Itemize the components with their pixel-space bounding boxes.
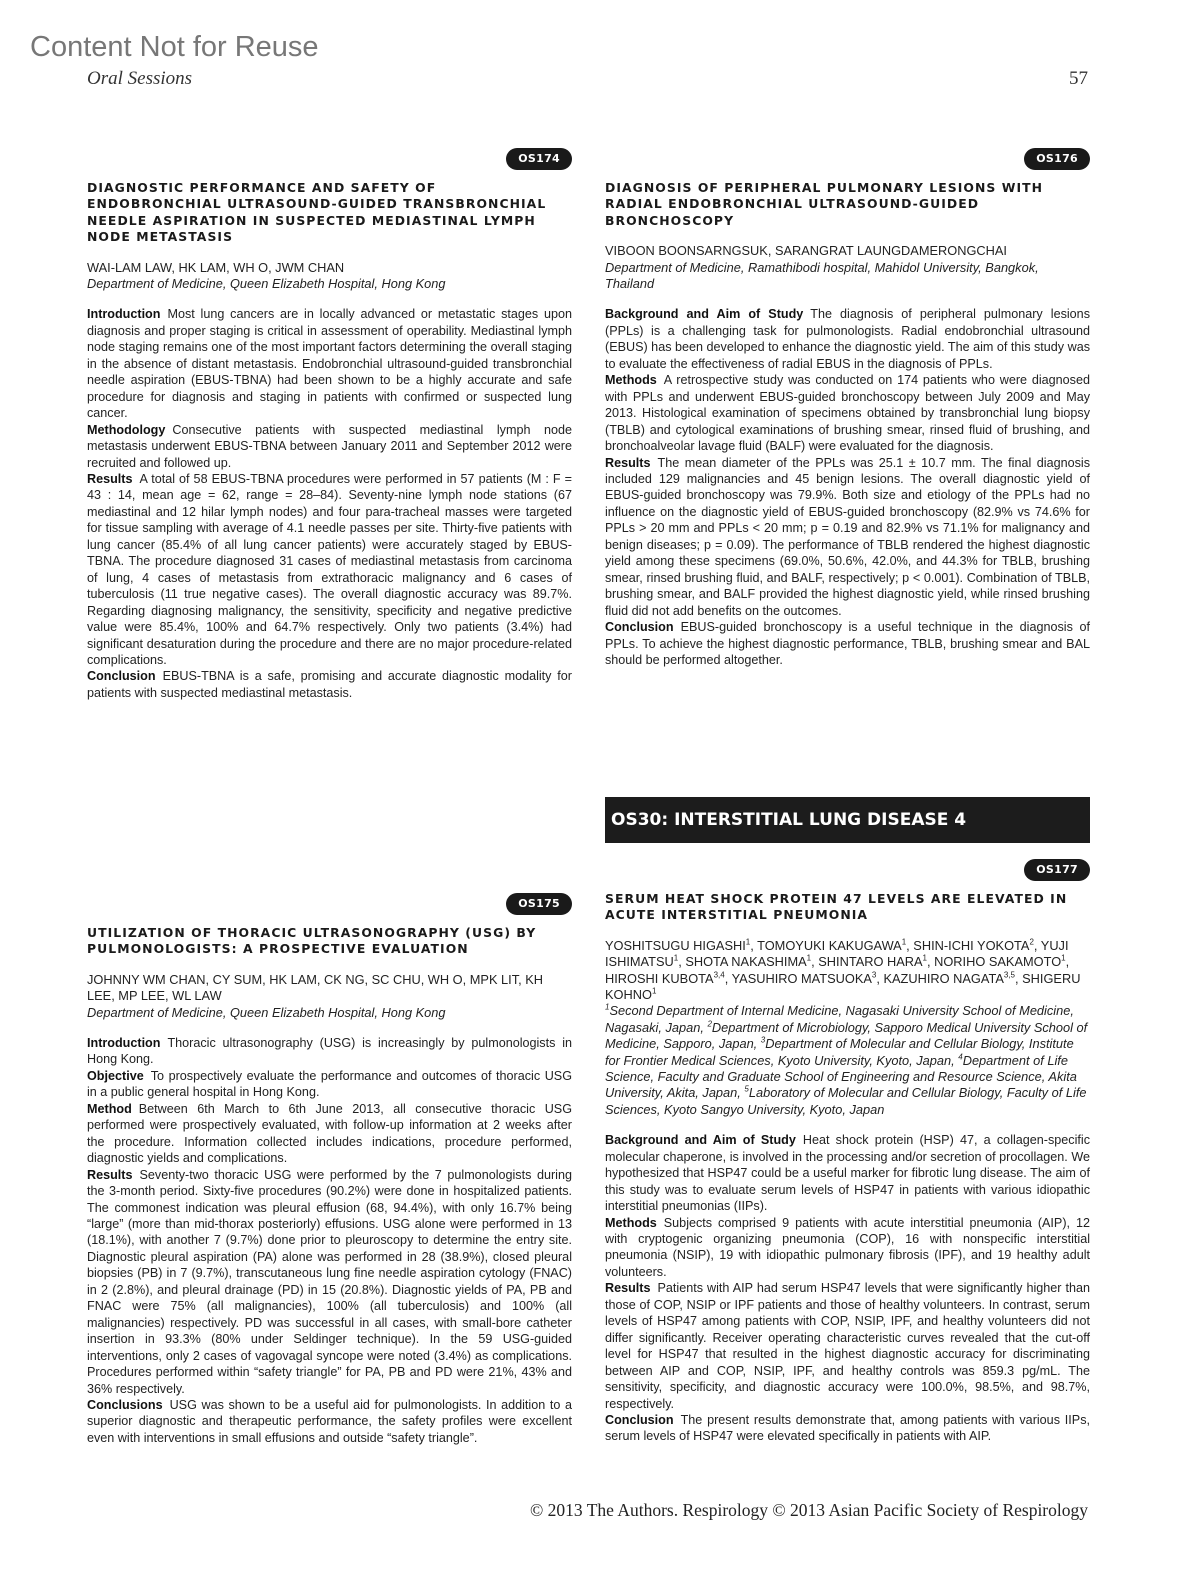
author-name: SHIN-ICHI YOKOTA — [913, 937, 1030, 953]
section-text: Heat shock protein (HSP) 47, a collagen-specific molecular chaperone, is involved in the processing and/or secretion of procollagen. We hypothesized that HSP47 could be a useful marker for fibrotic lung disease. The aim of this study was to evaluate serum levels of HSP47 in patients with various idiopathic interstitial pneumonias (IIPs). — [605, 1133, 1090, 1214]
section-heading: Methodology — [87, 422, 166, 437]
abstract-section — [605, 1132, 1090, 1214]
section-heading: Results — [605, 455, 651, 470]
affiliation-marker: 5 — [744, 1085, 749, 1095]
abstract-section — [87, 471, 572, 668]
author-affiliation-marker: 1 — [745, 937, 751, 947]
section-text: The mean diameter of the PPLs was 25.1 ± 10.7 mm. The final diagnosis included 129 malignancies and 45 benign lesions. The overall diagnostic yield of EBUS-guided bronchoscopy was 79.9%. Both size and etiology of the PPLs had no influence on the diagnostic yield of EBUS-guided bronchoscopy (82.9% vs 74.6% for PPLs > 20 mm and PPLs < 20 mm; p = 0.19 and 82.9% vs 71.1% for malignancy and benign diseases; p = 0.09). The performance of TBLB rendered the highest diagnostic yield among these specimens (69.0%, 50.6%, 42.0%, and 44.3% for TBLB, brushing smear, rinsed brushing fluid, and BALF, respectively; p < 0.001). Combination of TBLB, brushing smear, and BALF provided the highest diagnostic yield, while rinsed brushing fluid did not add benefits on the outcomes. — [605, 455, 1090, 618]
section-text: A retrospective study was conducted on 174 patients who were diagnosed with PPLs and underwent EBUS-guided bronchoscopy between July 2009 and May 2013. Histological examination of specimens obtained by transbronchial lung biopsy (TBLB) and cytological examinations of brushing smear, rinsed fluid of brushing, and bronchoalveolar lavage fluid (BALF) were evaluated for the diagnosis. — [605, 373, 1090, 454]
abstract-title: SERUM HEAT SHOCK PROTEIN 47 LEVELS ARE ELEVATED IN ACUTE INTERSTITIAL PNEUMONIA — [605, 891, 1068, 923]
abstract-section — [605, 1280, 1090, 1412]
author-affiliation-marker: 3,5 — [1003, 970, 1015, 980]
section-text: Subjects comprised 9 patients with acute interstitial pneumonia (AIP), 12 with cryptogenic organizing pneumonia (COP), 16 with nonspecific interstitial pneumonia (NSIP), 19 with idiopathic pulmonary fibrosis (IPF), and 19 healthy adult volunteers. — [605, 1215, 1090, 1279]
section-text: Between 6th March to 6th June 2013, all consecutive thoracic USG performed were prospectively evaluated, with follow-up information at 2 weeks after the procedure. Information collected includes indications, procedure performed, diagnostic yields and complications. — [87, 1101, 572, 1166]
affiliation-text: Second Department of Internal Medicine, Nagasaki University School of Medicine, Nagasaki, Japan, — [605, 1003, 1074, 1035]
section-text: Thoracic ultrasonography (USG) is increasingly by pulmonologists in Hong Kong. — [87, 1036, 572, 1067]
abstract-section — [87, 1101, 572, 1167]
section-heading: Background and Aim of Study — [605, 1133, 796, 1148]
section-heading: Introduction — [87, 1036, 161, 1051]
abstract-authors: WAI-LAM LAW, HK LAM, WH O, JWM CHAN — [87, 259, 345, 275]
section-banner: OS30: INTERSTITIAL LUNG DISEASE 4 — [605, 797, 1090, 843]
affiliation-marker: 2 — [707, 1019, 712, 1029]
author-affiliation-marker: 1 — [651, 986, 657, 996]
author-affiliation-marker: 1 — [806, 953, 812, 963]
affiliation-marker: 3 — [760, 1035, 766, 1045]
abstract-authors: JOHNNY WM CHAN, CY SUM, HK LAM, CK NG, SC CHU, WH O, MPK LIT, KH LEE, MP LEE, WL LAW — [87, 971, 543, 1004]
section-heading: Results — [605, 1281, 651, 1296]
author-name: HIROSHI KUBOTA — [605, 970, 714, 986]
abstract-section — [605, 1215, 1090, 1281]
page-number: 57 — [1069, 68, 1088, 89]
section-heading: Conclusion — [605, 620, 674, 635]
abstract-section — [605, 619, 1090, 668]
abstract-title: DIAGNOSIS OF PERIPHERAL PULMONARY LESIONS WITH RADIAL ENDOBRONCHIAL ULTRASOUND-GUIDED BRONCHOSCOPY — [605, 180, 1044, 228]
abstract-affiliation — [605, 1003, 1090, 1118]
section-heading: Methods — [605, 1215, 657, 1230]
section-heading: Method — [87, 1101, 132, 1116]
abstract-os174 — [87, 148, 572, 701]
section-text: Most lung cancers are in locally advanced or metastatic stages upon diagnosis and proper staging is critical in assessment of operability. Mediastinal lymph node staging remains one of the most important factors determining the overall staging in the absence of distant metastasis. Endobronchial ultrasound-guided transbronchial needle aspiration (EBUS-TBNA) had been shown to be a highly accurate and safe procedure for diagnosis and staging in patients with confirmed or suspected lung cancer. — [87, 307, 572, 421]
abstract-section — [87, 1068, 572, 1101]
section-text: The present results demonstrate that, among patients with various IIPs, serum levels of HSP47 were elevated specifically in patients with AIP. — [605, 1412, 1090, 1444]
affiliation-text: Department of Life Science, Faculty and Graduate School of Engineering and Resource Science, Akita University, Akita, Japan, — [605, 1052, 1077, 1101]
section-text: USG was shown to be a useful aid for pulmonologists. In addition to a superior diagnostic and therapeutic performance, the safety profiles were excellent even with interventions in small effusions and outside “safety triangle”. — [87, 1398, 572, 1445]
section-text: Consecutive patients with suspected mediastinal lymph node metastasis underwent EBUS-TBNA between January 2011 and September 2012 were recruited and followed up. — [87, 422, 572, 470]
abstract-section — [605, 455, 1090, 620]
section-heading: Results — [87, 471, 133, 486]
affiliation-text: Laboratory of Molecular and Cellular Biology, Faculty of Life Sciences, Kyoto Sangyo University, Kyoto, Japan — [605, 1085, 1087, 1117]
section-heading: Methods — [605, 373, 657, 388]
section-text: Seventy-two thoracic USG were performed by the 7 pulmonologists during the 3-month period. Sixty-five procedures (90.2%) were done in hospitalized patients. The commonest indication was pleural effusion (68, 94.4%), with only 16.7% being “large” (more than mid-thorax posteriorly) effusions. USG alone were performed in 13 (18.1%), with another 7 (9.7%) done prior to pleuroscopy to determine the entry site. Diagnostic pleural aspiration (PA) alone was performed in 28 (38.9%), closed pleural biopsies (PB) in 7 (9.7%), transcutaneous lung fine needle aspiration cytology (FNAC) in 2 (2.8%), and pleural drainage (PD) in 15 (20.8%). Diagnostic yields of PA, PB and FNAC were 75% (all malignancies), 100% (all tuberculosis) and 100% (all malignancies) respectively. PD was successful in all cases, with small-bore catheter insertion in 93.3% (80% under Seldinger technique). In the 59 USG-guided interventions, only 2 cases of vagovagal syncope were noted (3.4%) as complications. Procedures performed within “safety triangle” for PA, PB and PD were 21%, 43% and 36% respectively. — [87, 1167, 572, 1396]
section-heading: Objective — [87, 1068, 144, 1083]
author-affiliation-marker: 2 — [1029, 937, 1034, 947]
author-affiliation-marker: 3,4 — [713, 970, 725, 980]
abstract-section — [87, 1167, 572, 1397]
author-name: TOMOYUKI KAKUGAWA — [757, 937, 902, 953]
section-heading: Results — [87, 1167, 133, 1182]
author-name: YASUHIRO MATSUOKA — [731, 970, 872, 986]
section-text: The diagnosis of peripheral pulmonary lesions (PPLs) is a challenging task for pulmonologists. Radial endobronchial ultrasound (EBUS) has been developed to enhance the diagnostic yield. The aim of this study was to evaluate the effectiveness of radial EBUS in the diagnosis of PPLs. — [605, 307, 1090, 371]
section-heading: Background and Aim of Study — [605, 307, 804, 322]
abstract-os175 — [87, 893, 572, 1446]
abstract-badge: OS176 — [1024, 148, 1090, 170]
section-heading: Introduction — [87, 307, 161, 322]
abstract-affiliation: Department of Medicine, Queen Elizabeth Hospital, Hong Kong — [87, 276, 446, 292]
author-name: SHOTA NAKASHIMA — [685, 954, 807, 970]
author-name: YUJI ISHIMATSU — [605, 937, 1069, 970]
author-affiliation-marker: 1 — [922, 953, 927, 963]
section-text: A total of 58 EBUS-TBNA procedures were performed in 57 patients (M : F = 43 : 14, mean age = 62, range = 28–84). Seventy-nine lymph node stations (67 mediastinal and 12 hilar lymph nodes) and four para-tracheal masses were targeted for tissue sampling with average of 4.1 needle passes per site. Thirty-five patients with lung cancer (85.4% of all lung cancer patients) were accurately staged by EBUS-TBNA. The procedure diagnosed 31 cases of mediastinal metastasis from carcinoma of lung, 4 cases of metastasis from extrathoracic malignancy and 6 cases of tuberculosis (11 true negative cases). The overall diagnostic accuracy was 89.7%. Regarding diagnosing malignancy, the sensitivity, specificity and negative predictive value were 85.4%, 100% and 64.7% respectively. Only two patients (3.4%) had significant desaturation during the procedure and there are no major procedure-related complications. — [87, 471, 572, 667]
author-affiliation-marker: 3 — [871, 970, 877, 980]
author-name: YOSHITSUGU HIGASHI — [605, 937, 746, 953]
abstract-badge: OS177 — [1024, 859, 1090, 881]
author-name: NORIHO SAKAMOTO — [934, 954, 1062, 970]
section-heading: Conclusion — [87, 669, 156, 684]
section-heading: Conclusion — [605, 1412, 674, 1427]
watermark: Content Not for Reuse — [30, 31, 319, 63]
copyright-footer: © 2013 The Authors. Respirology © 2013 Asian Pacific Society of Respirology — [529, 1500, 1088, 1520]
author-name: SHINTARO HARA — [818, 954, 923, 970]
section-text: EBUS-guided bronchoscopy is a useful technique in the diagnosis of PPLs. To achieve the highest diagnostic performance, TBLB, brushing smear and BAL should be performed altogether. — [605, 620, 1090, 667]
abstract-authors: VIBOON BOONSARNGSUK, SARANGRAT LAUNGDAMERONGCHAI — [605, 243, 1007, 259]
section-text: To prospectively evaluate the performance and outcomes of thoracic USG in a public general hospital in Hong Kong. — [87, 1068, 572, 1100]
affiliation-marker: 1 — [605, 1003, 610, 1013]
affiliation-marker: 4 — [958, 1052, 963, 1062]
affiliation-text: Department of Microbiology, Sapporo Medical University School of Medicine, Sapporo, Japan, — [605, 1019, 1088, 1052]
section-text: Patients with AIP had serum HSP47 levels that were significantly higher than those of COP, NSIP or IPF patients and those of healthy volunteers. In contrast, serum levels of HSP47 among patients with COP, NSIP, IPF, and healthy volunteers did not differ significantly. Receiver operating characteristic curves revealed that the cut-off level for HSP47 that resulted in the highest diagnostic accuracy for discriminating between AIP and COP, NSIP, IPF, and healthy controls was 859.3 pg/mL. The sensitivity, specificity, and diagnostic accuracy were 100.0%, 98.5%, and 98.7%, respectively. — [605, 1281, 1090, 1411]
author-affiliation-marker: 1 — [673, 953, 679, 963]
abstract-section — [87, 422, 572, 471]
abstract-section — [87, 668, 572, 701]
abstract-affiliation: Department of Medicine, Queen Elizabeth Hospital, Hong Kong — [87, 1004, 446, 1020]
author-affiliation-marker: 1 — [901, 937, 907, 947]
abstract-section — [87, 306, 572, 421]
abstract-os176 — [605, 148, 1090, 668]
abstract-section — [87, 1035, 572, 1068]
affiliation-text: Department of Molecular and Cellular Biology, Institute for Frontier Medical Sciences, Kyoto University, Kyoto, Japan, — [605, 1036, 1074, 1068]
abstract-affiliation: Department of Medicine, Ramathibodi hospital, Mahidol University, Bangkok, Thailand — [605, 259, 1039, 292]
abstract-badge: OS174 — [506, 148, 572, 170]
author-affiliation-marker: 1 — [1061, 953, 1066, 963]
abstract-authors: YOSHITSUGU HIGASHI$^1$, TOMOYUKI KAKUGAWA$^1$, SHIN-ICHI YOKOTA$^2$, YUJI ISHIMATSU$^1$, SHOTA NAKASHIMA$^1$, SHINTARO HARA$^1$, NORIHO SAKAMOTO$^1$, HIROSHI KUBOTA$^{3,4}$, YASUHIRO MATSUOKA$^3$, KAZUHIRO NAGATA$^{3,5}$, SHIGERU KOHNO$^1$ — [605, 937, 1081, 1003]
author-name: SHIGERU KOHNO — [605, 970, 1081, 1003]
running-head: Oral Sessions — [87, 68, 193, 89]
abstract-section — [605, 306, 1090, 372]
abstract-section — [87, 1397, 572, 1446]
abstract-section — [605, 1412, 1090, 1445]
abstract-section — [605, 372, 1090, 454]
section-heading: Conclusions — [87, 1398, 163, 1412]
section-text: EBUS-TBNA is a safe, promising and accurate diagnostic modality for patients with suspected mediastinal metastasis. — [87, 669, 572, 700]
abstract-os177 — [605, 859, 1090, 1445]
abstract-title: UTILIZATION OF THORACIC ULTRASONOGRAPHY (USG) BY PULMONOLOGISTS: A PROSPECTIVE EVALUATION — [87, 925, 537, 957]
author-name: KAZUHIRO NAGATA — [883, 970, 1004, 986]
abstract-title: DIAGNOSTIC PERFORMANCE AND SAFETY OF ENDOBRONCHIAL ULTRASOUND-GUIDED TRANSBRONCHIAL NEEDLE ASPIRATION IN SUSPECTED MEDIASTINAL LYMPH NODE METASTASIS — [87, 180, 547, 245]
abstract-badge: OS175 — [506, 893, 572, 915]
